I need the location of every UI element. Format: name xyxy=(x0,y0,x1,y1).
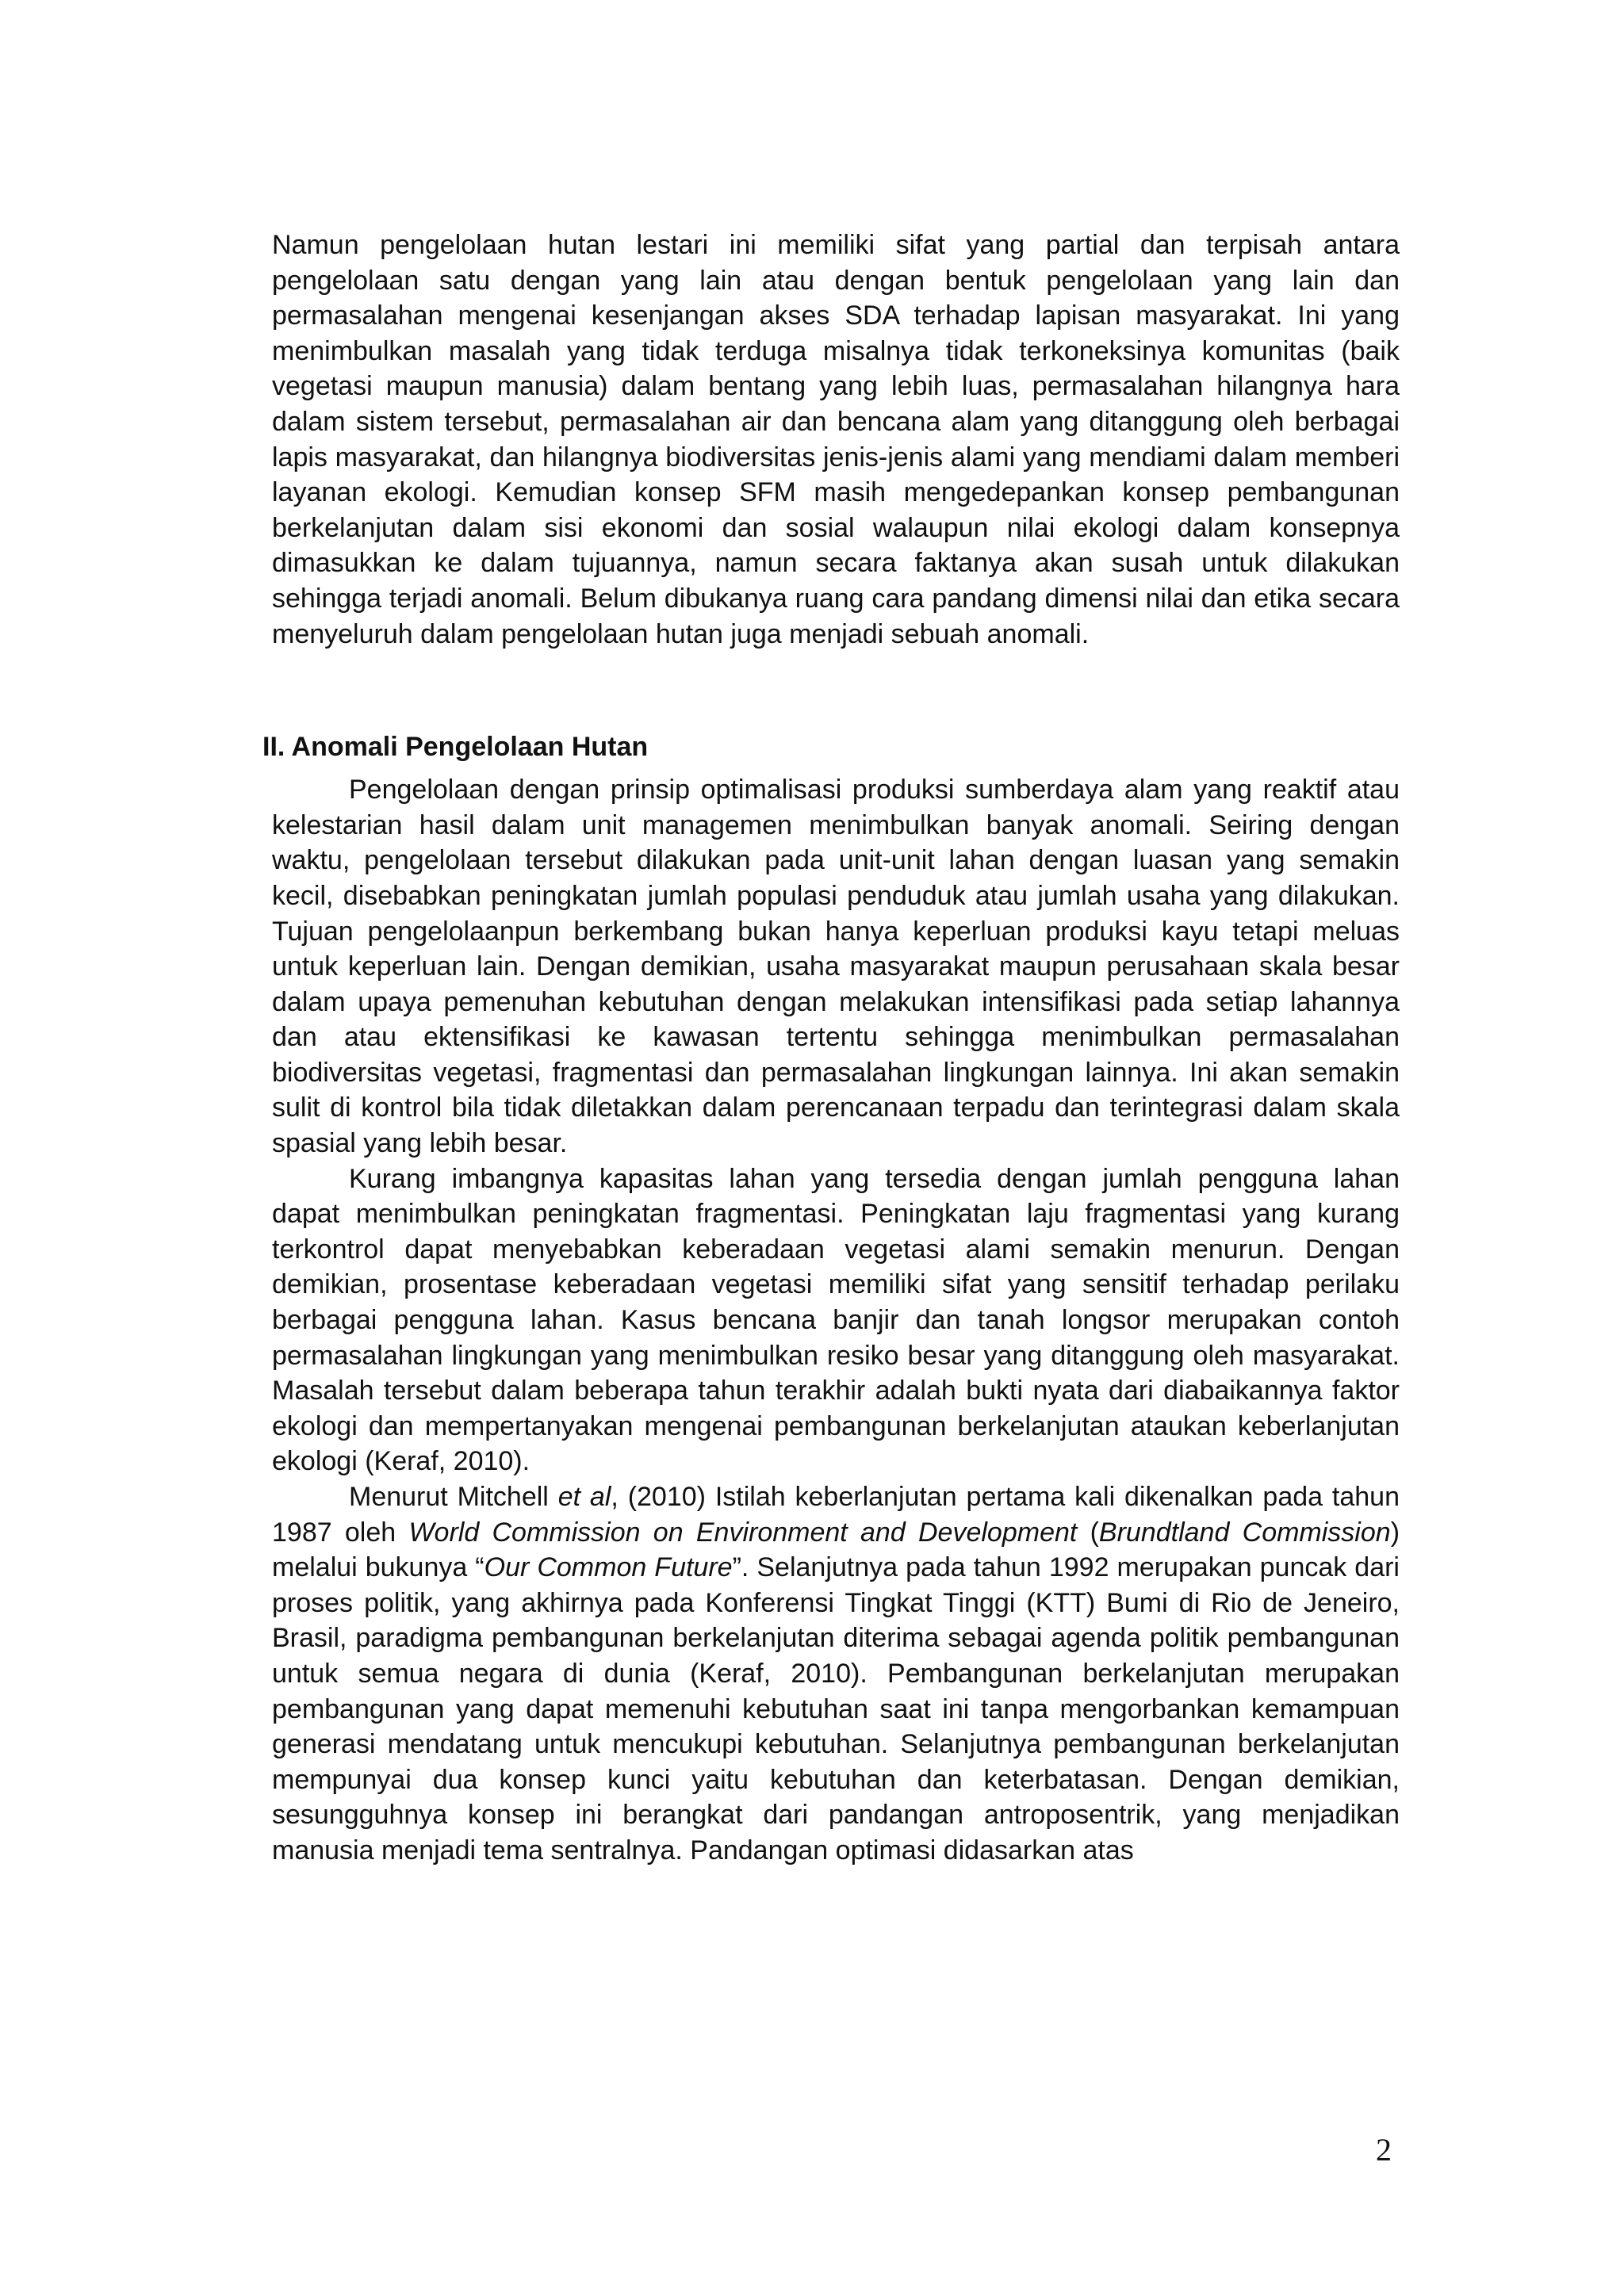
paragraph-keberlanjutan xyxy=(272,1479,1400,1869)
paragraph-text-segment: Menurut Mitchell xyxy=(349,1482,558,1512)
paragraph-anomali-intro: Namun pengelolaan hutan lestari ini memiliki sifat yang partial dan terpisah antara pengelolaan satu dengan yang lain atau dengan bentuk pengelolaan yang lain dan permasalahan mengenai kesenjangan akses SDA terhadap lapisan masyarakat. Ini yang menimbulkan masalah yang tidak terduga misalnya tidak terkoneksinya komunitas (baik vegetasi maupun manusia) dalam bentang yang lebih luas, permasalahan hilangnya hara dalam sistem tersebut, permasalahan air dan bencana alam yang ditanggung oleh berbagai lapis masyarakat, dan hilangnya biodiversitas jenis-jenis alami yang mendiami dalam memberi layanan ekologi. Kemudian konsep SFM masih mengedepankan konsep pembangunan berkelanjutan dalam sisi ekonomi dan sosial walaupun nilai ekologi dalam konsepnya dimasukkan ke dalam tujuannya, namun secara faktanya akan susah untuk dilakukan sehingga terjadi anomali. Belum dibukanya ruang cara pandang dimensi nilai dan etika secara menyeluruh dalam pengelolaan hutan juga menjadi sebuah anomali. xyxy=(272,230,1400,649)
page-number: 2 xyxy=(1376,2132,1392,2168)
paragraph-text-segment: ) melalui bukunya “ xyxy=(272,1517,1400,1583)
italic-brundtland: Brundtland Commission xyxy=(1098,1517,1391,1548)
page-body xyxy=(262,228,1400,1869)
paragraph-text-segment: ”. Selanjutnya pada tahun 1992 merupakan puncak dari proses politik, yang akhirnya pada Konferensi Tingkat Tinggi (KTT) Bumi di Rio de Jeneiro, Brasil, paradigma pembangunan berkelanjutan diterima sebagai agenda politik pembangunan untuk semua negara di dunia (Keraf, 2010). Pembangunan berkelanjutan merupakan pembangunan yang dapat memenuhi kebutuhan saat ini tanpa mengorbankan kemampuan generasi mendatang untuk mencukupi kebutuhan. Selanjutnya pembangunan berkelanjutan mempunyai dua konsep kunci yaitu kebutuhan dan keterbatasan. Dengan demikian, sesungguhnya konsep ini berangkat dari pandangan antroposentrik, yang menjadikan manusia menjadi tema sentralnya. Pandangan optimasi didasarkan atas xyxy=(272,1552,1400,1866)
paragraph-text-segment: ( xyxy=(1077,1517,1099,1548)
italic-commission-name: World Commission on Environment and Development xyxy=(408,1517,1078,1548)
section-heading: II. Anomali Pengelolaan Hutan xyxy=(262,732,649,763)
paragraph-pengelolaan: Pengelolaan dengan prinsip optimalisasi produksi sumberdaya alam yang reaktif atau kelestarian hasil dalam unit managemen menimbulkan banyak anomali. Seiring dengan waktu, pengelolaan tersebut dilakukan pada unit-unit lahan dengan luasan yang semakin kecil, disebabkan peningkatan jumlah populasi penduduk atau jumlah usaha yang dilakukan. Tujuan pengelolaanpun berkembang bukan hanya keperluan produksi kayu tetapi meluas untuk keperluan lain. Dengan demikian, usaha masyarakat maupun perusahaan skala besar dalam upaya pemenuhan kebutuhan dengan melakukan intensifikasi pada setiap lahannya dan atau ektensifikasi ke kawasan tertentu sehingga menimbulkan permasalahan biodiversitas vegetasi, fragmentasi dan permasalahan lingkungan lainnya. Ini akan semakin sulit di kontrol bila tidak diletakkan dalam perencanaan terpadu dan terintegrasi dalam skala spasial yang lebih besar. xyxy=(272,775,1400,1159)
paragraph-text-segment: , (2010) Istilah keberlanjutan pertama kali dikenalkan pada tahun 1987 oleh xyxy=(272,1482,1400,1548)
italic-et-al: et al xyxy=(557,1482,611,1512)
paragraph-kapasitas-lahan: Kurang imbangnya kapasitas lahan yang tersedia dengan jumlah pengguna lahan dapat menimbulkan peningkatan fragmentasi. Peningkatan laju fragmentasi yang kurang terkontrol dapat menyebabkan keberadaan vegetasi alami semakin menurun. Dengan demikian, prosentase keberadaan vegetasi memiliki sifat yang sensitif terhadap perilaku berbagai pengguna lahan. Kasus bencana banjir dan tanah longsor merupakan contoh permasalahan lingkungan yang menimbulkan resiko besar yang ditanggung oleh masyarakat. Masalah tersebut dalam beberapa tahun terakhir adalah bukti nyata dari diabaikannya faktor ekologi dan mempertanyakan mengenai pembangunan berkelanjutan ataukan keberlanjutan ekologi (Keraf, 2010). xyxy=(272,1163,1400,1477)
italic-book-title: Our Common Future xyxy=(484,1552,733,1583)
